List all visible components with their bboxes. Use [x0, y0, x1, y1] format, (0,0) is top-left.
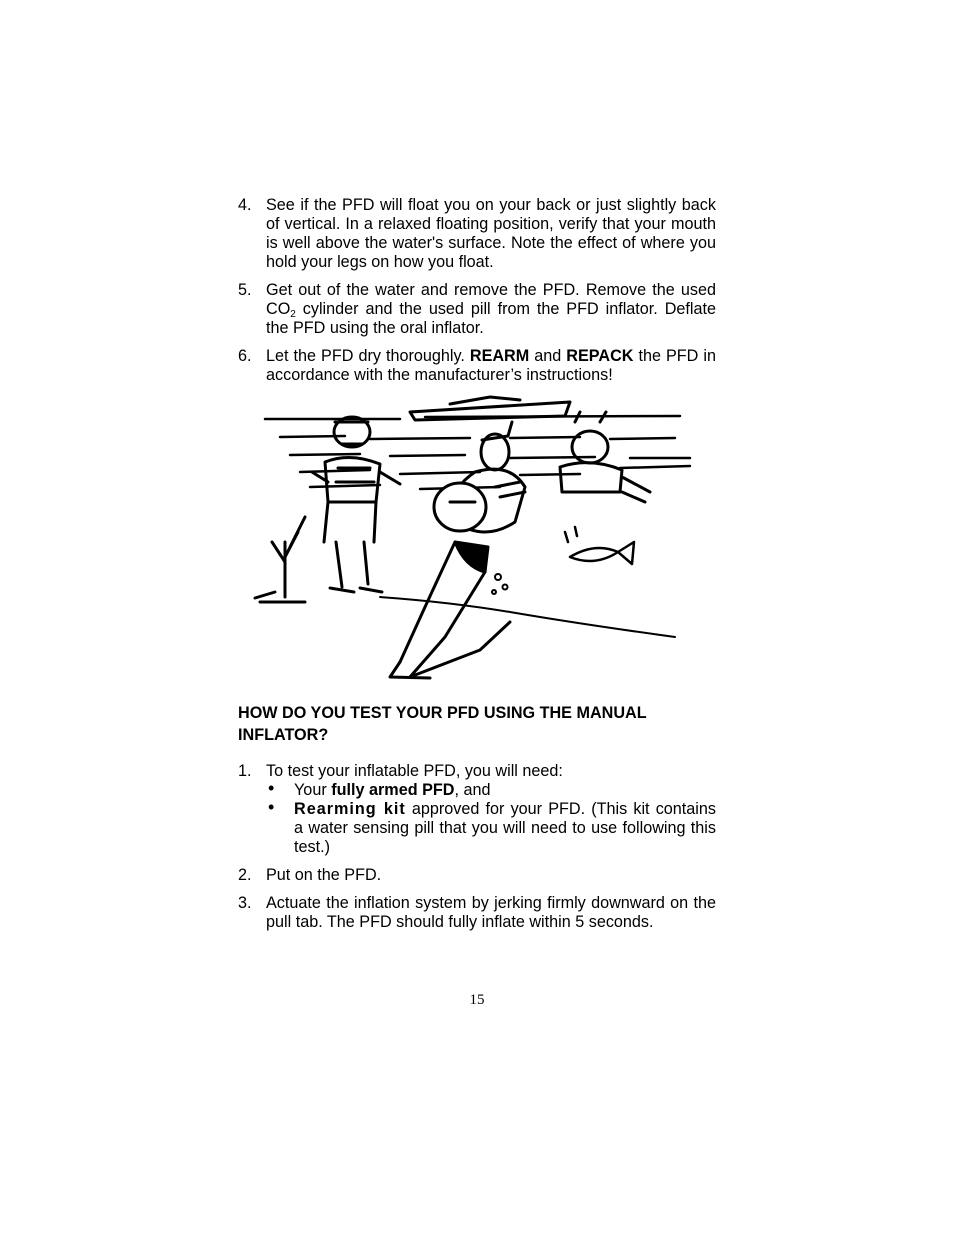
instruction-list-top [238, 196, 716, 394]
emphasis: REPACK [566, 347, 634, 365]
item-text: To test your inflatable PFD, you will need: [266, 762, 563, 780]
item-number: 2. [238, 866, 252, 884]
instruction-list-bottom [238, 762, 716, 941]
item-number: 5. [238, 281, 252, 299]
item-number: 6. [238, 347, 252, 365]
list-item [238, 894, 716, 932]
item-text: Put on the PFD. [266, 866, 382, 884]
emphasis: fully armed PFD [331, 781, 455, 799]
list-item [238, 866, 716, 885]
emphasis: Rearming kit [294, 800, 406, 818]
section-heading: HOW DO YOU TEST YOUR PFD USING THE MANUAL INFLATOR? [238, 704, 647, 744]
item-number: 4. [238, 196, 252, 214]
item-text: Actuate the inflation system by jerking firmly downward on the pull tab. The PFD should fully inflate within 5 seconds. [266, 894, 716, 931]
item-text: Get out of the water and remove the PFD. Remove the used $CO_2$ cylinder and the used pill from the PFD inflator. Deflate the PFD using the oral inflator. [266, 281, 716, 337]
page-number: 15 [469, 992, 485, 1008]
item-text: See if the PFD will float you on your back or just slightly back of vertical. In a relaxed floating position, verify that your mouth is well above the water's surface. Note the effect of where you hold your legs on how you float. [266, 196, 716, 271]
subscript: 2 [290, 309, 296, 320]
list-item [238, 196, 716, 272]
bullet-item: • Rearming kit approved for your PFD. (This kit contains a water sensing pill that you will need to use following this test.) [268, 797, 716, 856]
list-item [238, 347, 716, 385]
bullet-icon: • [268, 778, 275, 798]
item-number: 3. [238, 894, 252, 912]
list-item [238, 281, 716, 338]
bullet-icon: • [268, 797, 275, 817]
pfd-swimmer-illustration [250, 392, 700, 682]
bullet-item: • Your fully armed PFD, and [268, 778, 491, 799]
emphasis: REARM [469, 347, 530, 365]
item-text: Let the PFD dry thoroughly. REARM and REPACK the PFD in accordance with the manufacturer’s instructions! [266, 347, 716, 384]
item-number: 1. [238, 762, 252, 780]
list-item [238, 762, 716, 857]
